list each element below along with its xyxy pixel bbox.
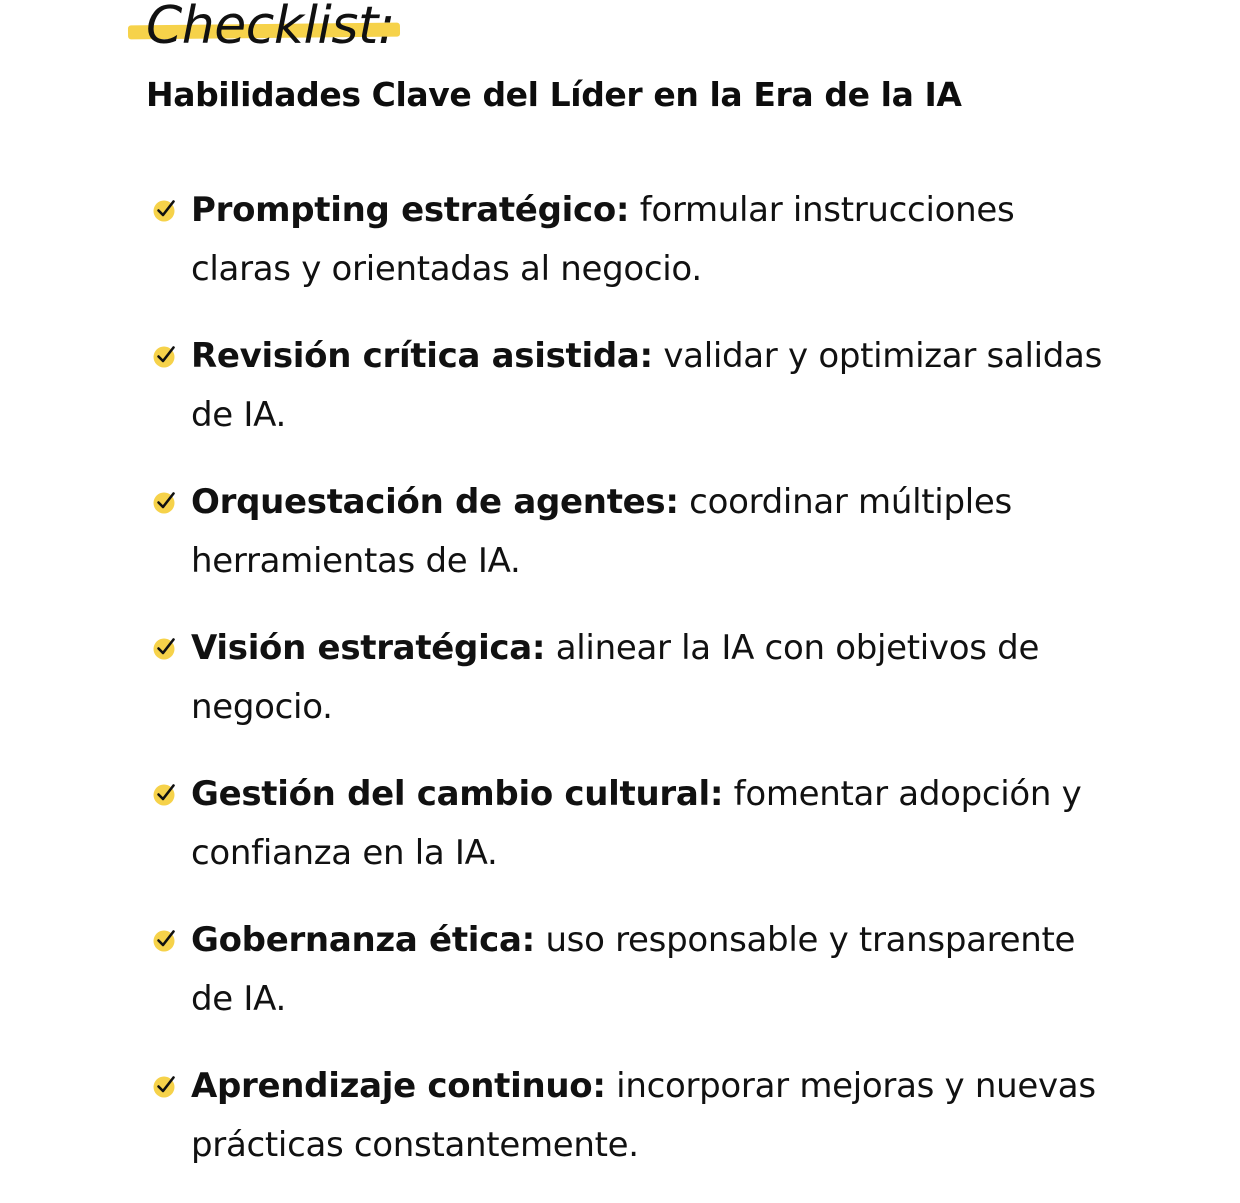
item-description: formular instrucciones claras y orientadas al negocio. [191,190,1015,289]
title-block [146,0,395,60]
item-description: alinear la IA con objetivos de negocio. [191,628,1040,727]
item-term: Visión estratégica: [191,628,546,668]
check-circle-icon [151,925,179,953]
item-term: Gestión del cambio cultural: [191,774,724,814]
check-circle-icon [151,487,179,515]
item-term: Aprendizaje continuo: [191,1066,606,1106]
page-subtitle: Habilidades Clave del Líder en la Era de la IA [146,75,962,114]
page-title: Checklist: [146,0,395,56]
check-circle-icon [151,1071,179,1099]
check-circle-icon [151,779,179,807]
checklist-item [146,911,1116,1029]
item-description: validar y optimizar salidas de IA. [191,336,1102,435]
check-circle-icon [151,633,179,661]
checklist [146,181,1116,1203]
item-description: incorporar mejoras y nuevas prácticas constantemente. [191,1066,1096,1165]
checklist-item [146,1057,1116,1175]
check-circle-icon [151,341,179,369]
checklist-item [146,765,1116,883]
check-circle-icon [151,195,179,223]
checklist-item [146,327,1116,445]
checklist-item [146,619,1116,737]
item-description: coordinar múltiples herramientas de IA. [191,482,1012,581]
item-term: Revisión crítica asistida: [191,336,653,376]
item-description: uso responsable y transparente de IA. [191,920,1076,1019]
item-term: Gobernanza ética: [191,920,535,960]
header [146,0,962,114]
item-term: Prompting estratégico: [191,190,630,230]
item-term: Orquestación de agentes: [191,482,679,522]
checklist-item [146,473,1116,591]
checklist-item [146,181,1116,299]
item-description: fomentar adopción y confianza en la IA. [191,774,1082,873]
